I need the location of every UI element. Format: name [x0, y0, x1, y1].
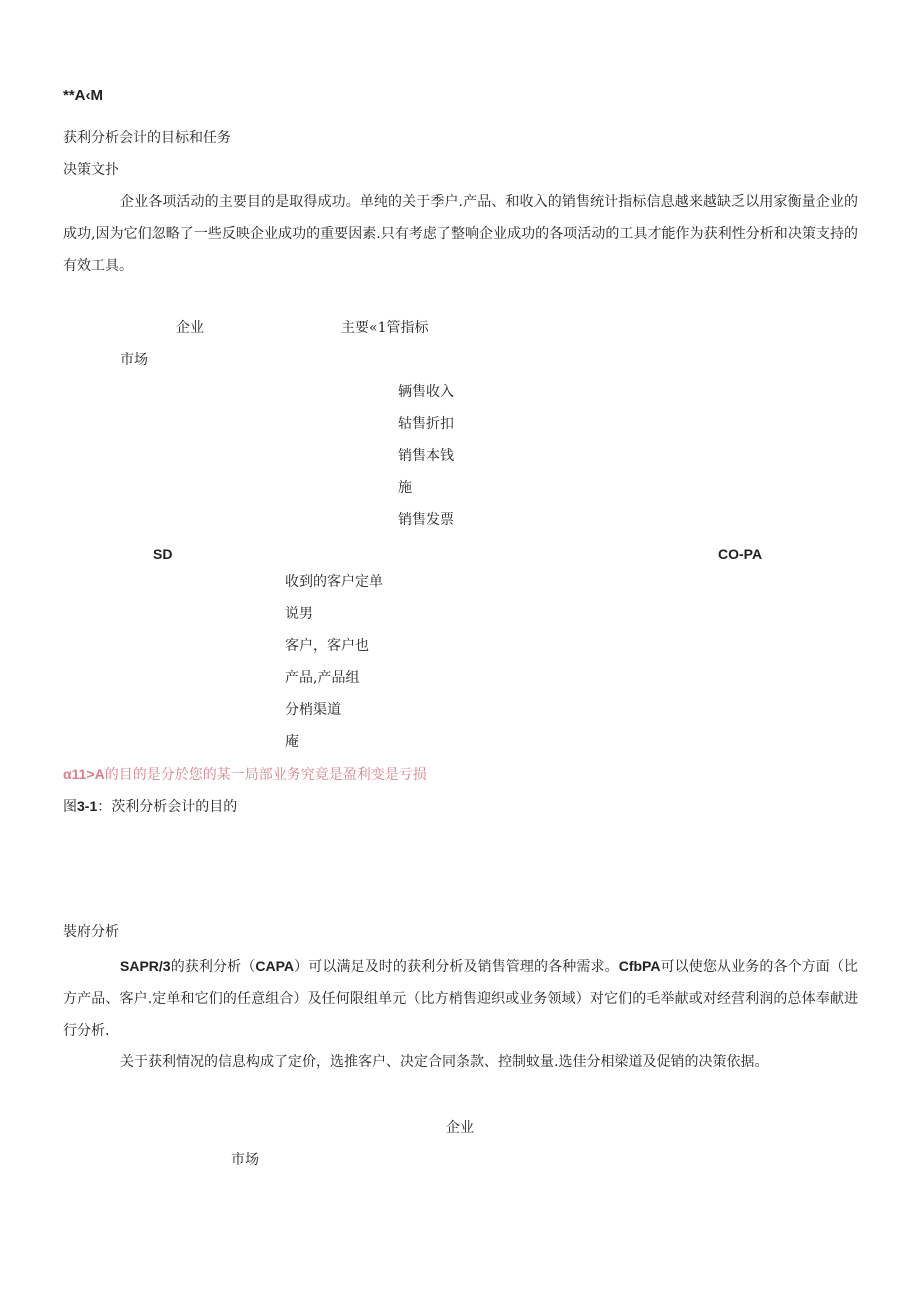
caption-colon: ：	[97, 799, 112, 815]
figure-key-indicators-label: 主要«1管指标	[341, 320, 429, 336]
para2-text-3: 可以使您从业务的各个方面（比方产品、客户.定单和它们的任意组合）及任何限组单元（比方梢售迎织或业务领域）对它们的毛举献或对经营利润的总体奉献进行分析.	[63, 959, 859, 1039]
para2-text-1: 的获利分析（	[170, 959, 256, 975]
figure-pink-text: 的目的是分於您的某一局部业务究竟是盈利变是亏损	[104, 767, 427, 783]
figure-right-item: 轱售折扣	[398, 416, 454, 432]
figure2-enterprise-label: 企业	[446, 1120, 474, 1136]
figure-left-item: 收到的客户定单	[285, 574, 383, 590]
figure-left-item: 庵	[285, 734, 299, 750]
header-mark: **A‹M	[63, 87, 103, 104]
figure-copa-label: CO-PA	[718, 546, 763, 562]
figure-pink-note	[63, 764, 427, 785]
section-title: 获利分析会计的目标和任务	[63, 130, 231, 146]
para2-bold-3: CfbPA	[618, 958, 661, 974]
caption-prefix: 图	[63, 799, 77, 815]
section2-title: 裝府分析	[63, 924, 119, 940]
caption-text: 茨利分析会计的目的	[111, 799, 238, 815]
figure-enterprise-label: 企业	[176, 320, 204, 336]
paragraph-3: 关于获利情况的信息构成了定价，选推客户、决定合同条款、控制蚊量.选佳分相梁道及促销的决策依据。	[120, 1054, 769, 1070]
intro-paragraph: 企业各项活动的主要目的是取得成功。单纯的关于季户.产品、和收入的销售统计指标信息越来越缺乏以用家衡量企业的成功,因为它们忽略了一些反映企业成功的重要因素.只有考虑了整响企业成功的各项活动的工具才能作为获利性分析和决策支持的有效工具。	[63, 194, 858, 274]
figure-right-item: 施	[398, 480, 412, 496]
subtitle: 决策文扑	[63, 162, 119, 178]
caption-number: 3-1	[77, 798, 98, 814]
figure-caption	[63, 796, 237, 817]
para2-bold-2: CAPA	[255, 958, 295, 974]
figure-left-item: 产品,产品组	[285, 670, 360, 686]
figure-market-label: 市场	[120, 352, 148, 368]
figure-left-item: 说男	[285, 606, 313, 622]
figure-right-item: 销售发票	[398, 512, 454, 528]
figure-right-item: 销售本钱	[398, 448, 454, 464]
paragraph-2	[63, 950, 858, 1047]
figure2-market-label: 市场	[231, 1152, 259, 1168]
figure-pink-prefix: α11>A	[63, 766, 105, 782]
figure-right-item: 辆售收入	[398, 384, 454, 400]
figure-sd-label: SD	[153, 546, 173, 562]
para2-text-2: ）可以满足及时的获利分析及销售管理的各种需求。	[294, 959, 619, 975]
figure-left-item: 分梢渠道	[285, 702, 341, 718]
figure-left-item: 客户，客户也	[285, 638, 369, 654]
para2-bold-1: SAPR/3	[120, 958, 171, 974]
